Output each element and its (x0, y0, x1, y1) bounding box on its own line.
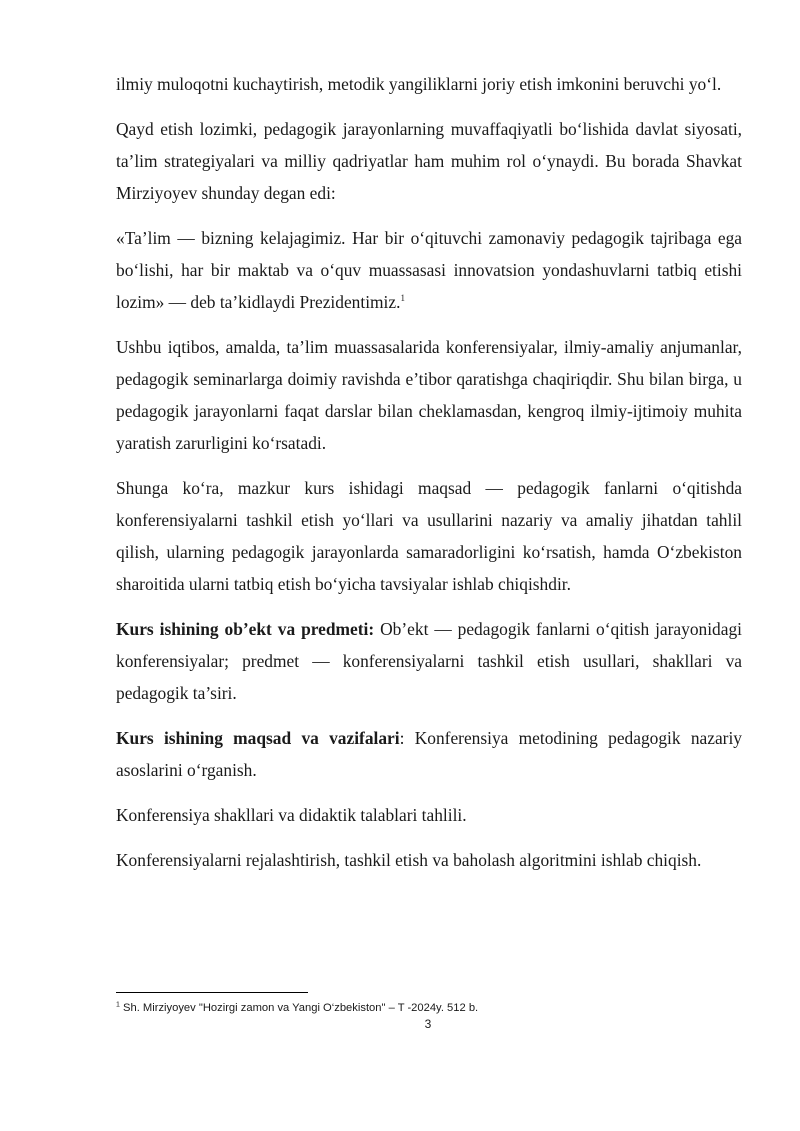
object-subject-text: Ob’ekt — pedagogik fanlarni o‘qitish jarayonidagi konferensiyalar; predmet — konferensiyalarni tashkil etish usullari, shakllari va pedagogik ta’siri. (116, 619, 742, 703)
paragraph-4 (116, 331, 742, 459)
paragraph-4-text: Ushbu iqtibos, amalda, ta’lim muassasalarida konferensiyalar, ilmiy-amaliy anjumanlar, pedagogik seminarlarga doimiy ravishda e’tibor qaratishga chaqiriqdir. Shu bilan birga, u pedagogik jarayonlarni faqat darslar bilan cheklamasdan, kengroq ilmiy-ijtimoiy muhita yaratish zarurligini ko‘rsatadi. (116, 337, 742, 453)
paragraph-2-text: Qayd etish lozimki, pedagogik jarayonlarning muvaffaqiyatli bo‘lishida davlat siyosati, ta’lim strategiyalari va milliy qadriyatlar ham muhim rol o‘ynaydi. Bu borada Shavkat Mirziyoyev shunday degan edi: (116, 119, 742, 203)
object-subject-heading: Kurs ishining ob’ekt va predmeti: (116, 619, 375, 639)
goals-paragraph (116, 722, 742, 786)
paragraph-8 (116, 799, 742, 831)
footnote (116, 1001, 742, 1015)
quote-text: «Ta’lim — bizning kelajagimiz. Har bir o‘qituvchi zamonaviy pedagogik tajribaga ega bo‘lishi, har bir maktab va o‘quv muassasasi innovatsion yondashuvlarni tatbiq etishi lozim» — deb ta’kidlaydi Prezidentimiz. (116, 228, 742, 312)
footnote-separator (116, 992, 308, 993)
footnote-text: Sh. Mirziyoyev "Hozirgi zamon va Yangi O‘zbekiston" – T -2024y. 512 b. (119, 1002, 479, 1014)
paragraph-5-text: Shunga ko‘ra, mazkur kurs ishidagi maqsad — pedagogik fanlarni o‘qitishda konferensiyalarni tashkil etish yo‘llari va usullarini nazariy va amaliy jihatdan tahlil qilish, ularning pedagogik jarayonlarda samaradorligini ko‘rsatish, hamda O‘zbekiston sharoitida ularni tatbiq etish bo‘yicha tavsiyalar ishlab chiqishdir. (116, 478, 742, 594)
paragraph-1-text: ilmiy muloqotni kuchaytirish, metodik yangiliklarni joriy etish imkonini beruvchi yo‘l. (116, 74, 722, 94)
paragraph-5 (116, 472, 742, 600)
document-body (116, 68, 742, 889)
footnote-marker: 1 (116, 1001, 120, 1009)
paragraph-8-text: Konferensiya shakllari va didaktik talablari tahlili. (116, 805, 467, 825)
object-subject-paragraph (116, 613, 742, 709)
goals-heading: Kurs ishining maqsad va vazifalari (116, 728, 400, 748)
goals-text: : Konferensiya metodining pedagogik nazariy asoslarini o‘rganish. (116, 728, 743, 780)
paragraph-9-text: Konferensiyalarni rejalashtirish, tashkil etish va baholash algoritmini ishlab chiqish. (116, 850, 702, 870)
paragraph-1 (116, 68, 742, 100)
paragraph-9 (116, 844, 742, 876)
footnote-reference: 1 (400, 293, 405, 304)
quote-paragraph (116, 222, 742, 318)
page-number: 3 (424, 1017, 432, 1031)
paragraph-2 (116, 113, 742, 209)
